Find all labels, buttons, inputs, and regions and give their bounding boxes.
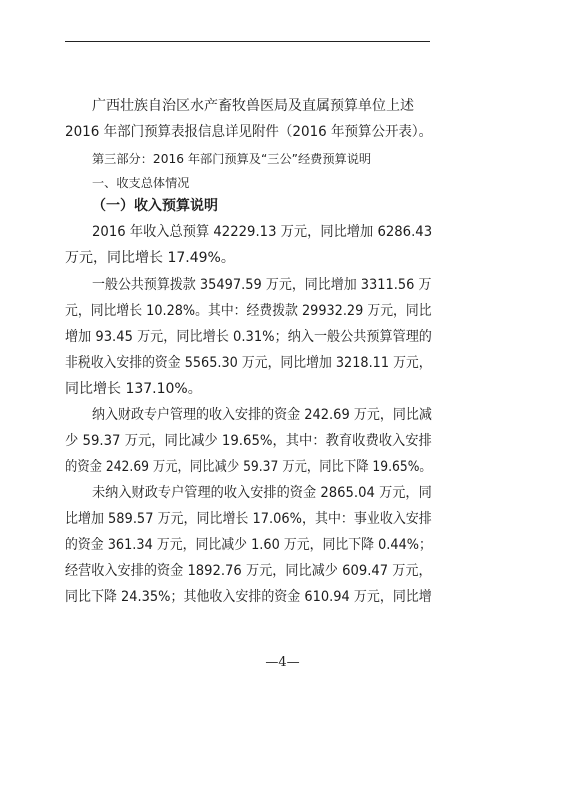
paragraph-line: 的资金 361.34 万元，同比减少 1.60 万元，同比下降 0.44%；: [65, 537, 432, 553]
section-heading: 第三部分：2016 年部门预算及“三公”经费预算说明: [92, 152, 372, 166]
subsection-title: （一）收入预算说明: [92, 198, 218, 214]
paragraph-line: 增加 93.45 万元，同比增长 0.31%；纳入一般公共预算管理的: [65, 329, 432, 345]
paragraph-line: 纳入财政专户管理的收入安排的资金 242.69 万元，同比减: [92, 407, 432, 423]
paragraph-line: 一般公共预算拨款 35497.59 万元，同比增加 3311.56 万: [92, 277, 432, 293]
paragraph-line: 广西壮族自治区水产畜牧兽医局及直属预算单位上述: [92, 98, 414, 114]
paragraph-line: 万元，同比增长 17.49%。: [65, 250, 235, 266]
paragraph-line: 少 59.37 万元，同比减少 19.65%，其中：教育收费收入安排: [65, 433, 432, 449]
paragraph-line: 经营收入安排的资金 1892.76 万元，同比减少 609.47 万元，: [65, 563, 432, 579]
paragraph-line: 元，同比增长 10.28%。其中：经费拨款 29932.29 万元，同比: [65, 303, 432, 319]
paragraph-line: 未纳入财政专户管理的收入安排的资金 2865.04 万元，同: [92, 485, 432, 501]
header-rule: [65, 41, 430, 42]
paragraph-line: 的资金 242.69 万元，同比减少 59.37 万元，同比下降 19.65%。: [65, 459, 432, 475]
paragraph-line: 比增加 589.57 万元，同比增长 17.06%，其中：事业收入安排: [65, 511, 432, 527]
paragraph-line: 同比下降 24.35%；其他收入安排的资金 610.94 万元，同比增: [65, 589, 432, 605]
paragraph-line: 非税收入安排的资金 5565.30 万元，同比增加 3218.11 万元，: [65, 355, 432, 371]
paragraph-line: 同比增长 137.10%。: [65, 381, 202, 397]
page-number: —4—: [265, 655, 300, 670]
paragraph-line: 2016 年收入总预算 42229.13 万元，同比增加 6286.43: [92, 224, 433, 240]
subsection-heading: 一、收支总体情况: [92, 176, 190, 190]
paragraph-line: 2016 年部门预算表报信息详见附件（2016 年预算公开表）。: [65, 124, 433, 140]
